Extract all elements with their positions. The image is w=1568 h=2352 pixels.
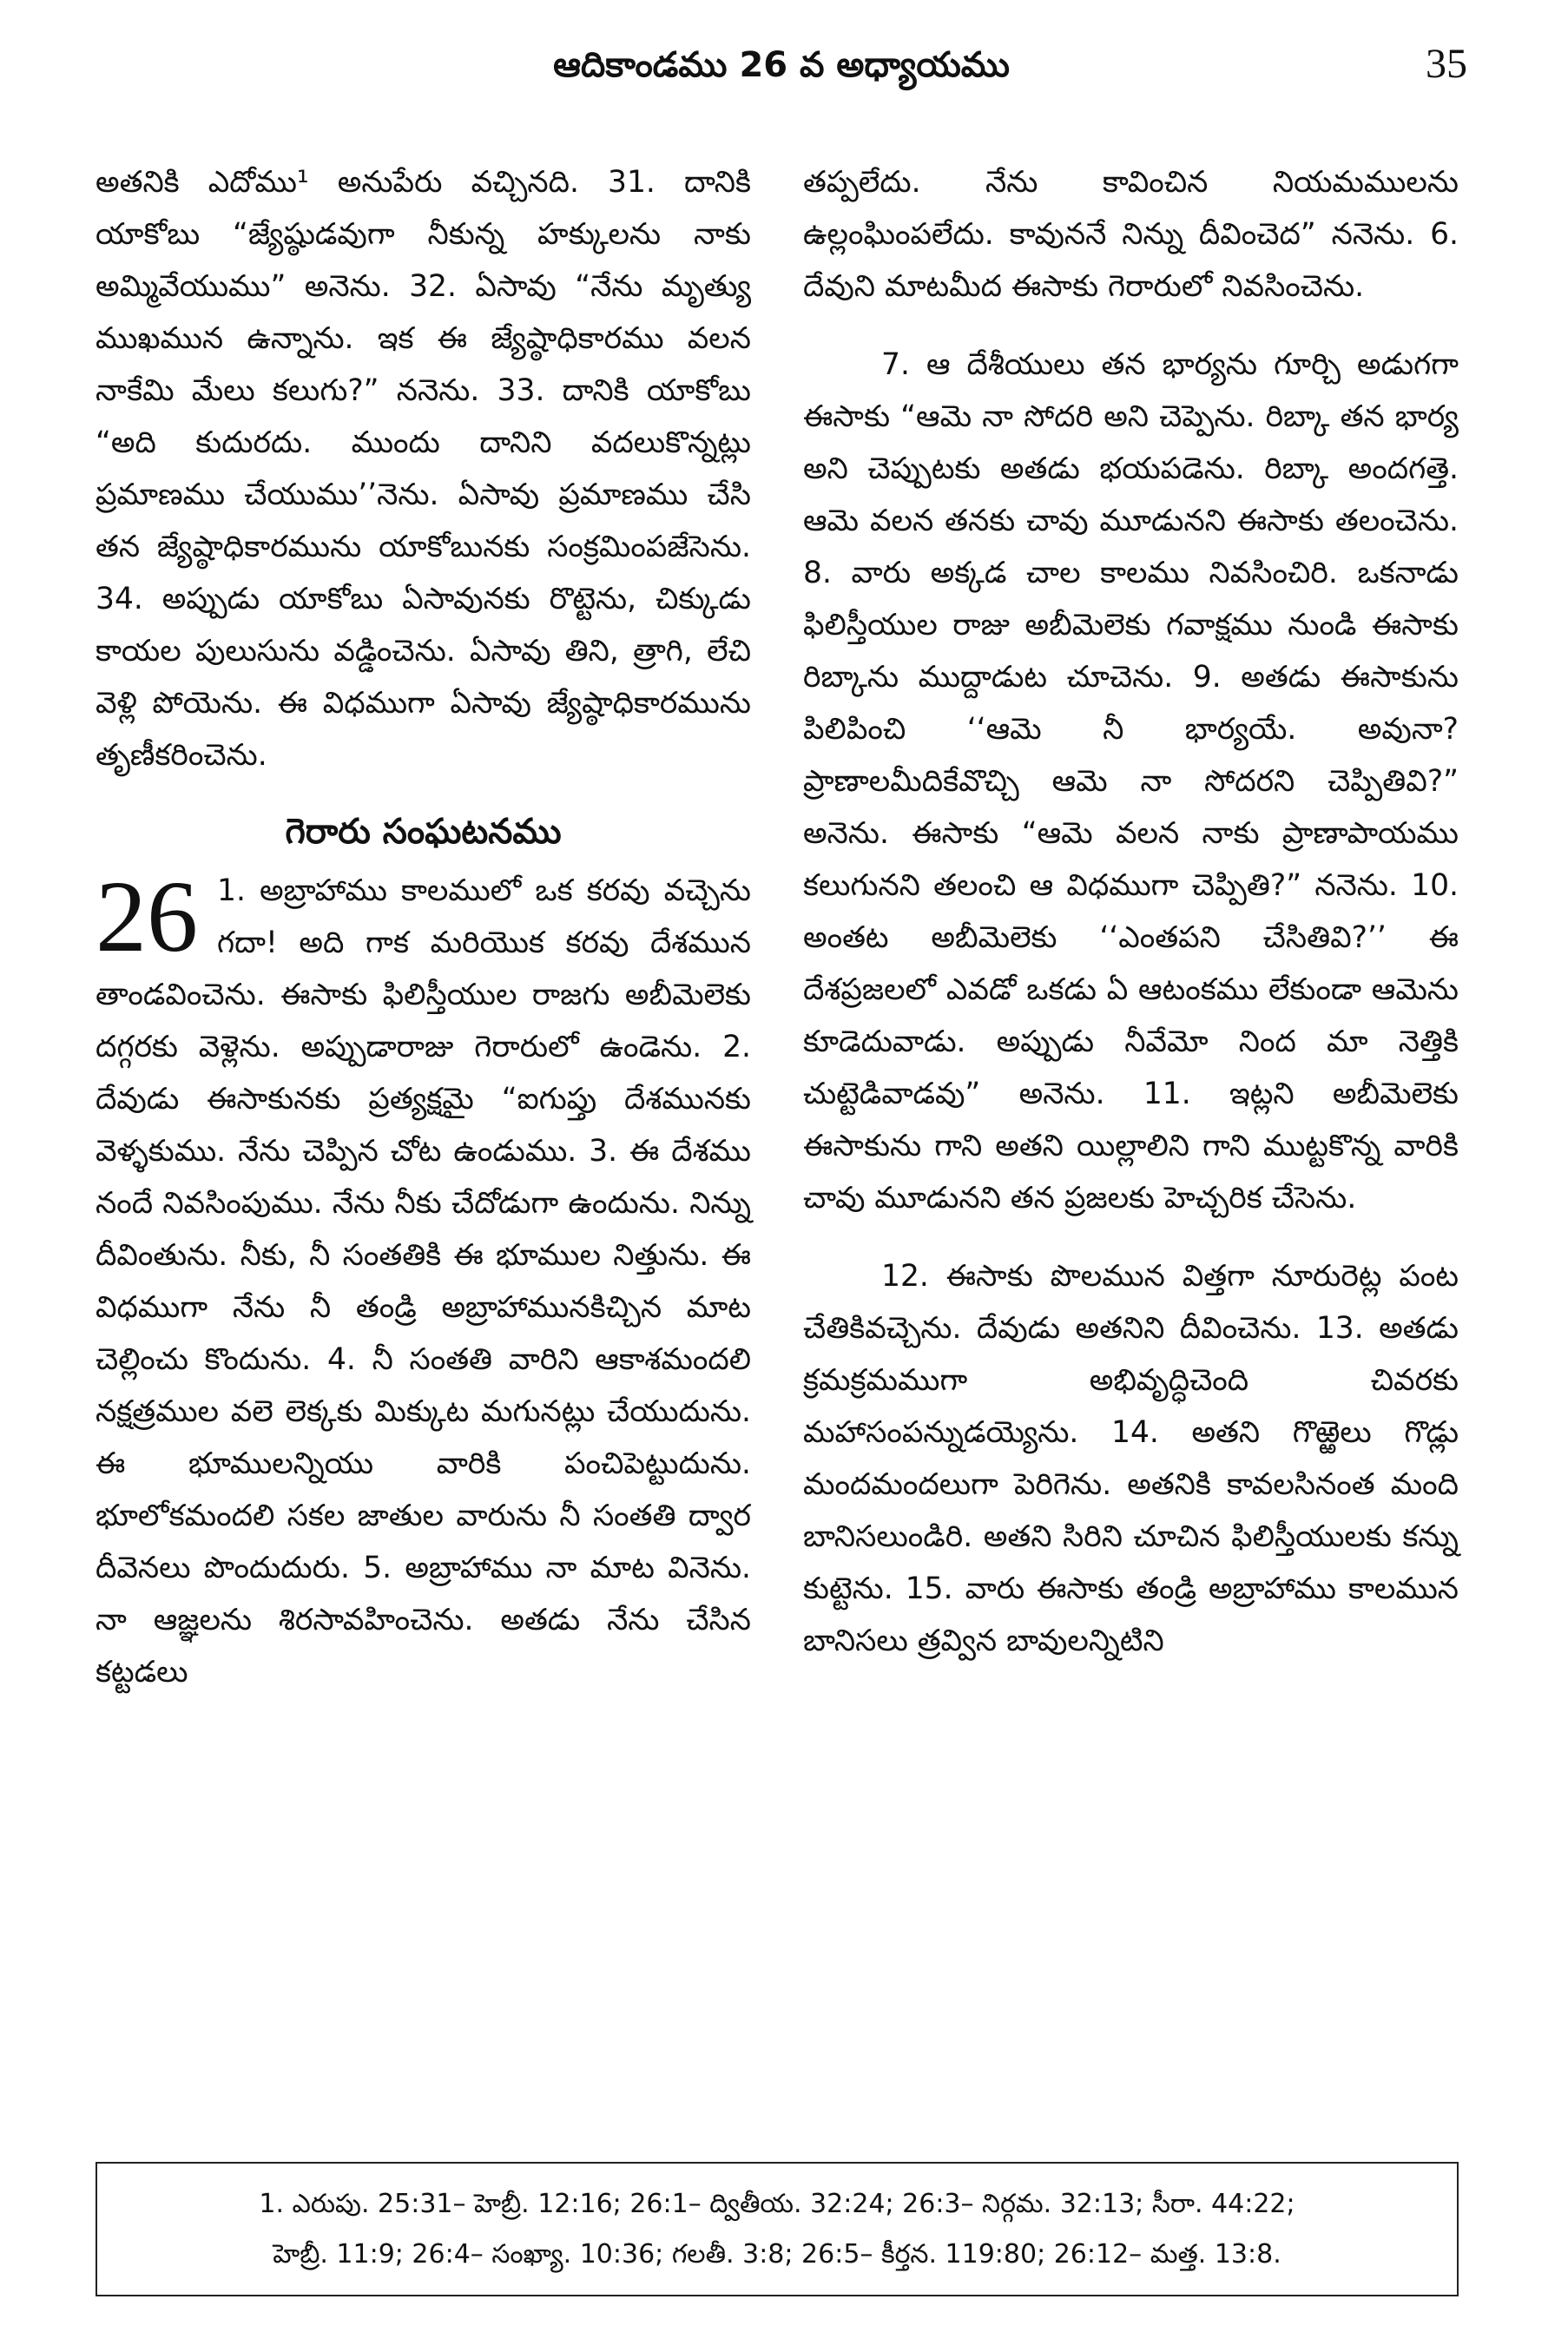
paragraph-verses-30-34: అతనికి ఎదోము¹ అనుపేరు వచ్చినది. 31. దానికి యాకోబు “జ్యేష్ఠుడవుగా నీకున్న హక్కులను నాకు అమ్మివేయుము” అనెను. 32. ఏసావు “నేను మృత్యు ముఖమున ఉన్నాను. ఇక ఈ జ్యేష్ఠాధికారము వలన నాకేమి మేలు కలుగు?” ననెను. 33. దానికి యాకోబు “అది కుదురదు. ముందు దానిని వదలుకొన్నట్లు ప్రమాణము చేయుము’’నెను. ఏసావు ప్రమాణము చేసి తన జ్యేష్ఠాధికారమును యాకోబునకు సంక్రమింపజేసెను. 34. అప్పుడు యాకోబు ఏసావునకు రొట్టెను, చిక్కుడు కాయల పులుసును వడ్డించెను. ఏసావు తిని, త్రాగి, లేచి వెళ్లి పోయెను. ఈ విధముగా ఏసావు జ్యేష్ఠాధికారమును తృణీకరించెను. (96, 165, 751, 773)
paragraph-verses-7-11: 7. ఆ దేశీయులు తన భార్యను గూర్చి అడుగగా ఈసాకు “ఆమె నా సోదరి అని చెప్పెను. రిబ్కా తన భార్య అని చెప్పుటకు అతడు భయపడెను. రిబ్కా అందగత్తె. ఆమె వలన తనకు చావు మూడునని ఈసాకు తలంచెను. 8. వారు అక్కడ చాల కాలము నివసించిరి. ఒకనాడు ఫిలిస్తీయుల రాజు అబీమెలెకు గవాక్షము నుండి ఈసాకు రిబ్కాను ముద్దాడుట చూచెను. 9. అతడు ఈసాకును పిలిపించి ‘‘ఆమె నీ భార్యయే. అవునా? ప్రాణాలమీదికేవొచ్చి ఆమె నా సోదరని చెప్పితివి?” అనెను. ఈసాకు “ఆమె వలన నాకు ప్రాణాపాయము కలుగునని తలంచి ఆ విధముగా చెప్పితి?” ననెను. 10. అంతట అబీమెలెకు ‘‘ఎంతపని చేసితివి?’’ ఈ దేశప్రజలలో ఎవడో ఒకడు ఏ ఆటంకము లేకుండా ఆమెను కూడెదువాడు. అప్పుడు నీవేమో నింద మా నెత్తికి చుట్టెడివాడవు” అనెను. 11. ఇట్లని అబీమెలెకు ఈసాకును గాని అతని యిల్లాలిని గాని ముట్టకొన్న వారికి చావు మూడునని తన ప్రజలకు హెచ్చరిక చేసెను. (803, 347, 1459, 1216)
footnote-line-1: 1. ఎరుపు. 25:31– హెబ్రీ. 12:16; 26:1– ద్వితీయ. 32:24; 26:3– నిర్గమ. 32:13; సీరా. 44:22; (259, 2189, 1295, 2219)
cross-reference-box (96, 2162, 1459, 2296)
right-column (803, 156, 1459, 1667)
left-column (96, 156, 751, 1698)
paragraph-verses-5-6: తప్పలేదు. నేను కావించిన నియమములను ఉల్లంఘింపలేదు. కావుననే నిన్ను దీవించెద” ననెను. 6. దేవుని మాటమీద ఈసాకు గెరారులో నివసించెను. (803, 165, 1459, 304)
page-header (96, 35, 1467, 113)
chapter-number: 26 (96, 860, 198, 973)
paragraph-verses-1-5: 1. అబ్రాహాము కాలములో ఒక కరవు వచ్చెను గదా! అది గాక మరియొక కరవు దేశమున తాండవించెను. ఈసాకు ఫిలిస్తీయుల రాజగు అబీమెలెకు దగ్గరకు వెళ్లెను. అప్పుడారాజు గెరారులో ఉండెను. 2. దేవుడు ఈసాకునకు ప్రత్యక్షమై “ఐగుప్తు దేశమునకు వెళ్ళకుము. నేను చెప్పిన చోట ఉండుము. 3. ఈ దేశము నందే నివసింపుము. నేను నీకు చేదోడుగా ఉందును. నిన్ను దీవింతును. నీకు, నీ సంతతికి ఈ భూముల నిత్తును. ఈ విధముగా నేను నీ తండ్రి అబ్రాహామునకిచ్చిన మాట చెల్లించు కొందును. 4. నీ సంతతి వారిని ఆకాశమందలి నక్షత్రముల వలె లెక్కకు మిక్కుట మగునట్లు చేయుదును. ఈ భూములన్నియు వారికి పంచిపెట్టుదును. భూలోకమందలి సకల జాతుల వారును నీ సంతతి ద్వార దీవెనలు పొందుదురు. 5. అబ్రాహాము నా మాట వినెను. నా ఆజ్ఞలను శిరసావహించెను. అతడు నేను చేసిన కట్టడలు (96, 873, 751, 1690)
paragraph-verses-12-15: 12. ఈసాకు పొలమున విత్తగా నూరురెట్ల పంట చేతికివచ్చెను. దేవుడు అతనిని దీవించెను. 13. అతడు క్రమక్రమముగా అభివృద్ధిచెంది చివరకు మహాసంపన్నుడయ్యెను. 14. అతని గొఱ్ఱెలు గొడ్లు మందమందలుగా పెరిగెను. అతనికి కావలసినంత మంది బానిసలుండిరి. అతని సిరిని చూచిన ఫిలిస్తీయులకు కన్ను కుట్టెను. 15. వారు ఈసాకు తండ్రి అబ్రాహాము కాలమున బానిసలు త్రవ్విన బావులన్నిటిని (803, 1259, 1459, 1658)
running-title: ఆదికాండము 26 వ అధ్యాయము (553, 45, 1010, 85)
section-heading: గెరారు సంఘటనము (285, 812, 562, 852)
footnote-line-2: హెబ్రీ. 11:9; 26:4– సంఖ్యా. 10:36; గలతీ. 3:8; 26:5– కీర్తన. 119:80; 26:12– మత్త. 13:8. (273, 2239, 1281, 2270)
chapter-26-opening (96, 860, 751, 1698)
page-number: 35 (1426, 41, 1467, 87)
